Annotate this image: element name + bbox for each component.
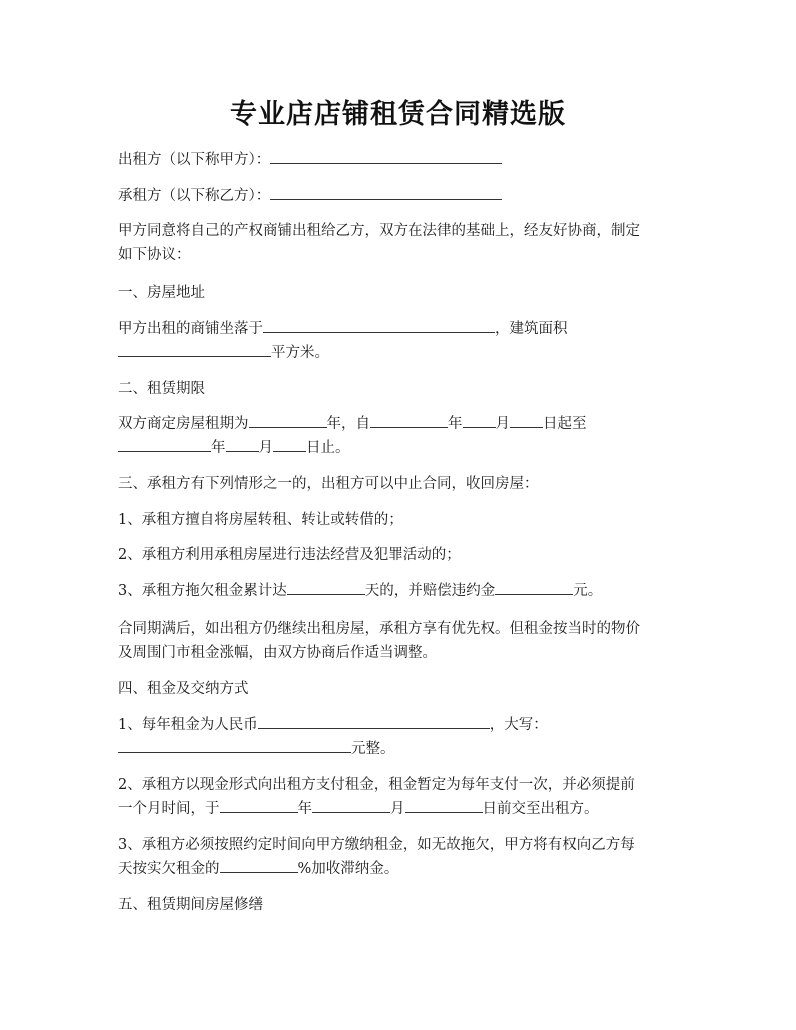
end-year-blank[interactable]	[118, 436, 211, 452]
section-3-heading: 三、承租方有下列情形之一的，出租方可以中止合同，收回房屋：	[118, 476, 539, 492]
end-month-blank[interactable]	[226, 436, 259, 452]
renewal-note-line-2: 及周围门市租金涨幅，由双方协商后作适当调整。	[118, 645, 437, 661]
payment-month-blank[interactable]	[312, 797, 390, 813]
intro-line-1: 甲方同意将自己的产权商铺出租给乙方，双方在法律的基础上，经友好协商，制定	[118, 223, 640, 239]
rent-words-blank[interactable]	[118, 737, 351, 753]
rent-amount-line: 1、每年租金为人民币 ，大写：	[118, 713, 684, 738]
start-year-blank[interactable]	[370, 412, 448, 428]
renewal-note-line-1: 合同期满后，如出租方仍继续出租房屋，承租方享有优先权。但租金按当时的物价	[118, 621, 640, 637]
section-3-item-3: 3、承租方拖欠租金累计达 天的，并赔偿违约金 元。	[118, 579, 684, 604]
rent-amount-words-line: 元整。	[118, 737, 684, 762]
rent-amount-blank[interactable]	[258, 713, 490, 729]
section-2-heading: 二、租赁期限	[118, 381, 205, 397]
payment-year-blank[interactable]	[220, 797, 298, 813]
lessor-line	[118, 148, 684, 173]
section-5-heading: 五、租赁期间房屋修缮	[118, 897, 263, 913]
lessor-label: 出租方（以下称甲方）：	[118, 152, 271, 168]
late-fee-line-2: 天按实欠租金的 %加收滞纳金。	[118, 857, 684, 882]
late-fee-rate-blank[interactable]	[220, 857, 298, 873]
document-title: 专业店店铺租赁合同精选版	[230, 99, 566, 130]
area-blank[interactable]	[118, 341, 271, 357]
start-day-blank[interactable]	[510, 412, 543, 428]
start-month-blank[interactable]	[463, 412, 496, 428]
term-line-1: 双方商定房屋租期为 年，自 年 月 日起至	[118, 412, 684, 437]
lessee-name-blank[interactable]	[270, 184, 502, 200]
late-fee-line-1: 3、承租方必须按照约定时间向甲方缴纳租金，如无故拖欠，甲方将有权向乙方每	[118, 837, 635, 853]
area-line: 平方米。	[118, 341, 684, 366]
term-line-2: 年 月 日止。	[118, 436, 684, 461]
section-3-item-2: 2、承租方利用承租房屋进行违法经营及犯罪活动的；	[118, 547, 461, 563]
payment-day-blank[interactable]	[405, 797, 483, 813]
section-1-heading: 一、房屋地址	[118, 285, 205, 301]
end-day-blank[interactable]	[273, 436, 306, 452]
section-4-heading: 四、租金及交纳方式	[118, 681, 249, 697]
section-3-item-1: 1、承租方擅自将房屋转租、转让或转借的；	[118, 512, 403, 528]
overdue-days-blank[interactable]	[287, 579, 365, 595]
lessee-line	[118, 184, 684, 209]
payment-line-1: 2、承租方以现金形式向出租方支付租金，租金暂定为每年支付一次，并必须提前	[118, 777, 635, 793]
address-blank[interactable]	[263, 317, 495, 333]
payment-line-2: 一个月时间，于 年 月 日前交至出租方。	[118, 797, 684, 822]
lessor-name-blank[interactable]	[270, 148, 502, 164]
address-line: 甲方出租的商铺坐落于 ，建筑面积	[118, 317, 684, 342]
penalty-amount-blank[interactable]	[495, 579, 573, 595]
term-years-blank[interactable]	[249, 412, 327, 428]
lessee-label: 承租方（以下称乙方）：	[118, 188, 271, 204]
intro-line-2: 如下协议：	[118, 247, 191, 263]
